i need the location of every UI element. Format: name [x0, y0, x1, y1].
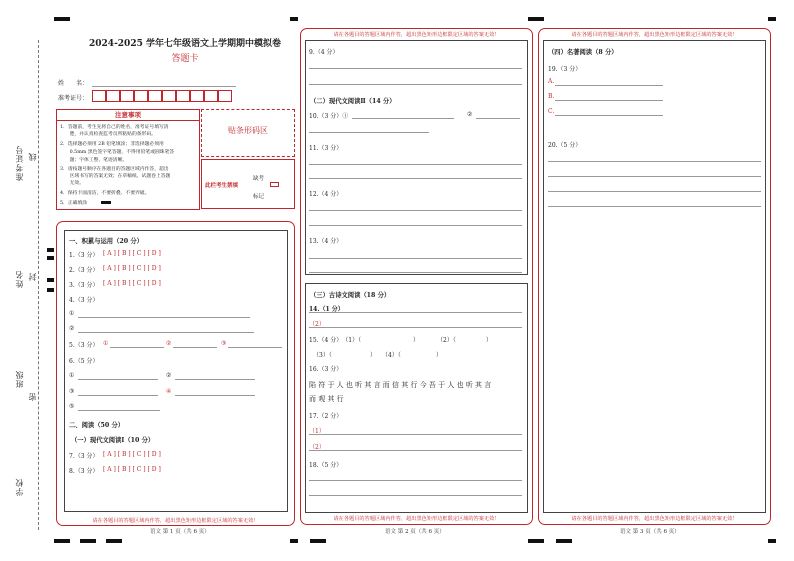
question-label: 8.（3 分） — [69, 468, 99, 475]
name-field[interactable] — [92, 86, 236, 87]
answer-warning: 请在各题目的答题区域内作答，超出黑色矩形边框限定区域的答案无效！ — [333, 516, 500, 522]
answer-line[interactable] — [228, 347, 282, 348]
notice-item: 0.5mm 黑色签字笔答题，不得用铅笔或圆珠笔答 — [60, 150, 175, 155]
answer-line[interactable] — [110, 347, 164, 348]
answer-line[interactable] — [548, 206, 761, 207]
circle-num: ① — [103, 340, 109, 347]
question-label: 5.（3 分） — [69, 342, 99, 349]
absent-checkbox[interactable] — [270, 182, 279, 187]
notice-item: 3．请按题号顺序在各题目的答题区域内作答，超出 — [60, 167, 169, 172]
choice-options[interactable]: [ A ] [ B ] [ C ] [ D ] — [103, 280, 161, 287]
answer-warning: 请在各题目的答题区域内作答，超出黑色矩形边框限定区域的答案无效！ — [333, 32, 500, 38]
id-digit-box[interactable] — [92, 90, 106, 102]
question-label: 12.（4 分） — [309, 191, 343, 198]
circle-num: ① — [69, 372, 75, 379]
answer-line[interactable] — [309, 210, 522, 211]
question-label: 7.（3 分） — [69, 453, 99, 460]
circle-num: ② — [166, 340, 172, 347]
side-mark — [47, 278, 54, 282]
question-label: 11.（3 分） — [309, 145, 343, 152]
subsection-heading: （一）现代文阅读Ⅰ（10 分） — [71, 437, 155, 444]
binding-id-label: 准考证号 — [15, 145, 24, 181]
question-label: 14.（1 分） — [309, 306, 344, 313]
circle-num: ② — [69, 325, 75, 332]
question-label: 17.（2 分） — [309, 413, 343, 420]
answer-line[interactable] — [309, 225, 522, 226]
option-label: C. — [548, 108, 555, 115]
char-sequence[interactable]: 陷 符 于 人 也 听 其 言 而 信 其 行 今 吾 于 人 也 听 其 言 — [309, 381, 492, 389]
circle-num: ② — [166, 372, 172, 379]
answer-frame — [543, 40, 766, 513]
answer-line[interactable] — [173, 347, 217, 348]
blank-label: ） — [436, 352, 443, 359]
notice-item: 无效。 — [60, 181, 84, 186]
align-mark — [310, 539, 326, 543]
answer-line[interactable] — [352, 118, 454, 119]
sub-label: （2） — [309, 444, 325, 451]
option-label: B. — [548, 93, 555, 100]
notice-item: 1．答题前，考生先将自己的姓名，准考证号填写清 — [60, 125, 169, 130]
answer-warning: 请在各题目的答题区域内作答，超出黑色矩形边框限定区域的答案无效！ — [571, 32, 738, 38]
binding-school-label: 学校 — [15, 478, 24, 496]
blank-label: ） （2）（ — [413, 337, 456, 344]
question-label: 3.（3 分） — [69, 282, 99, 289]
align-mark — [768, 17, 776, 21]
page-footer: 语文 第 3 页（共 6 页） — [620, 529, 680, 535]
id-digit-box[interactable] — [218, 90, 232, 102]
side-mark — [47, 248, 54, 252]
side-mark — [47, 288, 54, 292]
id-digit-box[interactable] — [176, 90, 190, 102]
blank-label: ） （4）（ — [370, 352, 401, 359]
question-label: 10.（3 分）① — [309, 113, 349, 120]
binding-line — [38, 40, 39, 530]
absent-label: 此栏考生禁填 — [205, 183, 239, 189]
id-digit-box[interactable] — [148, 90, 162, 102]
name-label: 姓 名： — [58, 80, 89, 87]
answer-line[interactable] — [78, 332, 254, 333]
notice-item: 楚，并认真检查监考员所粘贴的条形码。 — [60, 132, 156, 137]
section-heading: 一、积累与运用（20 分） — [69, 238, 143, 245]
answer-line[interactable] — [309, 450, 522, 451]
notice-item: 5．正确填涂 — [60, 201, 88, 206]
id-digit-box[interactable] — [204, 90, 218, 102]
answer-line[interactable] — [309, 434, 522, 435]
align-mark — [80, 539, 96, 543]
page-footer: 语文 第 2 页（共 6 页） — [385, 529, 445, 535]
align-mark — [54, 539, 70, 543]
blank-label: （3）（ — [313, 352, 332, 359]
answer-line[interactable] — [309, 495, 522, 496]
answer-line[interactable] — [548, 191, 761, 192]
question-label: 16.（3 分） — [309, 366, 343, 373]
answer-warning: 请在各题目的答题区域内作答，超出黑色矩形边框限定区域的答案无效！ — [571, 516, 738, 522]
notice-title: 注意事项 — [57, 110, 199, 121]
binding-word-seal: 封 — [28, 272, 37, 281]
align-mark — [768, 539, 776, 543]
id-digit-box[interactable] — [134, 90, 148, 102]
question-label: 15.（4 分） （1）（ — [309, 337, 362, 344]
question-label: 18.（5 分） — [309, 462, 343, 469]
notice-item: 题；字体工整、笔迹清晰。 — [60, 158, 128, 163]
exam-subtitle: 答题卡 — [171, 54, 199, 64]
id-digit-box[interactable] — [190, 90, 204, 102]
answer-line[interactable] — [476, 118, 520, 119]
answer-line[interactable] — [78, 410, 160, 411]
align-mark — [106, 539, 122, 543]
answer-line[interactable] — [555, 85, 663, 86]
choice-options[interactable]: [ A ] [ B ] [ C ] [ D ] — [103, 451, 161, 458]
align-mark — [54, 17, 70, 21]
binding-word-secret: 密 — [28, 392, 37, 401]
exam-title: 2024-2025 学年七年级语文上学期期中模拟卷 — [89, 39, 281, 49]
circle-num: ③ — [221, 340, 227, 347]
answer-line[interactable] — [175, 395, 255, 396]
answer-line[interactable] — [309, 480, 522, 481]
align-mark — [290, 17, 298, 21]
answer-line[interactable] — [555, 115, 663, 116]
absent-sub2: 标记 — [253, 194, 265, 200]
align-mark — [528, 17, 544, 21]
align-mark — [290, 539, 298, 543]
answer-line[interactable] — [309, 164, 522, 165]
subsection-heading: （二）现代文阅读Ⅱ（14 分） — [310, 98, 396, 105]
subsection-heading: （四）名著阅读（8 分） — [548, 49, 618, 56]
question-label: 19.（3 分） — [548, 66, 582, 73]
answer-line[interactable] — [309, 272, 522, 273]
answer-line[interactable] — [309, 132, 429, 133]
circle-num: ① — [69, 310, 75, 317]
question-label: 4.（3 分） — [69, 297, 99, 304]
choice-options[interactable]: [ A ] [ B ] [ C ] [ D ] — [103, 466, 161, 473]
align-mark — [528, 539, 544, 543]
subsection-heading: （三）古诗文阅读（18 分） — [310, 292, 391, 299]
answer-line[interactable] — [555, 100, 663, 101]
side-mark — [47, 256, 54, 260]
section-heading: 二、阅读（50 分） — [69, 422, 125, 429]
answer-line[interactable] — [309, 84, 522, 85]
answer-warning: 请在各题目的答题区域内作答，超出黑色矩形边框限定区域的答案无效！ — [92, 518, 259, 524]
notice-item: 4．保持卡面清洁，不要折叠、不要弄破。 — [60, 191, 150, 196]
question-label: 13.（4 分） — [309, 238, 343, 245]
notice-item: 区域书写的答案无效；在草稿纸、试题卷上答题 — [60, 174, 171, 179]
binding-word-line: 线 — [28, 152, 37, 161]
circle-num: ⑤ — [69, 403, 75, 410]
binding-name-label: 姓名 — [15, 270, 24, 288]
binding-class-label: 班级 — [15, 370, 24, 388]
choice-options[interactable]: [ A ] [ B ] [ C ] [ D ] — [103, 250, 161, 257]
answer-line[interactable] — [309, 312, 522, 313]
id-label: 准考证号： — [58, 95, 89, 102]
question-label: 9.（4 分） — [309, 49, 339, 56]
question-label: 20.（5 分） — [548, 142, 582, 149]
id-digit-box[interactable] — [162, 90, 176, 102]
sub-label: （2） — [309, 321, 325, 328]
answer-line[interactable] — [548, 161, 761, 162]
question-label: 2.（3 分） — [69, 267, 99, 274]
barcode-label: 贴条形码区 — [228, 126, 268, 135]
answer-line[interactable] — [78, 317, 250, 318]
blank-label: ） — [486, 337, 493, 344]
char-sequence[interactable]: 而 观 其 行 — [309, 395, 344, 403]
question-label: 1.（3 分） — [69, 252, 99, 259]
id-digit-box[interactable] — [120, 90, 134, 102]
answer-line[interactable] — [78, 379, 158, 380]
answer-line[interactable] — [175, 379, 255, 380]
notice-item: 2．选择题必须用 2B 铅笔填涂；非选择题必须用 — [60, 142, 164, 147]
answer-line[interactable] — [309, 258, 522, 259]
id-digit-box[interactable] — [106, 90, 120, 102]
choice-options[interactable]: [ A ] [ B ] [ C ] [ D ] — [103, 265, 161, 272]
fill-sample — [101, 201, 111, 204]
page-footer: 语文 第 1 页（共 6 页） — [150, 529, 210, 535]
sub-label: （1） — [309, 428, 325, 435]
option-label: A. — [548, 78, 555, 85]
align-mark — [556, 539, 572, 543]
circle-num: ④ — [166, 388, 172, 395]
absent-sub1: 缺考 — [253, 176, 265, 182]
circle-num: ③ — [69, 388, 75, 395]
answer-line[interactable] — [309, 327, 522, 328]
answer-line[interactable] — [309, 68, 522, 69]
answer-line[interactable] — [78, 395, 158, 396]
answer-line[interactable] — [548, 176, 761, 177]
question-label: 6.（5 分） — [69, 358, 99, 365]
answer-line[interactable] — [309, 178, 522, 179]
circle-num: ② — [467, 111, 473, 118]
